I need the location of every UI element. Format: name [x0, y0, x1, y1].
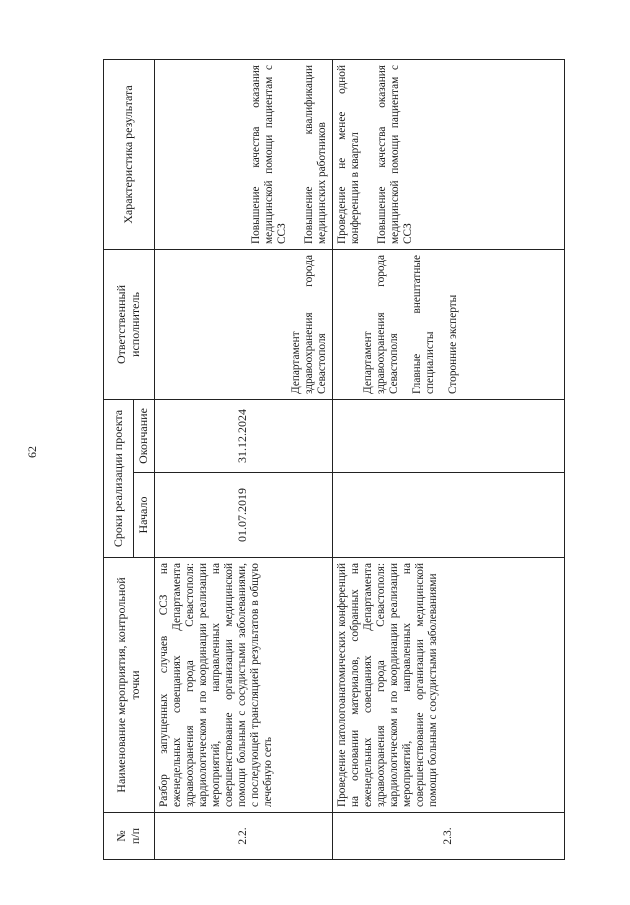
result-item: Повышение квалификации медицинских работников [302, 65, 328, 244]
header-num-symbol: № [114, 830, 129, 842]
header-activity: Наименование мероприятия, контрольной точки [104, 558, 155, 813]
row-end-date: 31.12.2024 [154, 400, 332, 473]
row-result [154, 60, 332, 250]
result-item: Проведение не менее одной конференции в квартал [335, 65, 361, 244]
document-table-frame [103, 60, 563, 860]
header-result: Характеристика результата [104, 60, 155, 250]
result-item: Повышение качества оказания медицинской помощи пациентам с ССЗ [249, 65, 288, 244]
rotated-table-wrapper [103, 60, 563, 860]
table-row [154, 60, 332, 860]
row-number: 2.3. [332, 813, 564, 860]
row-responsible [332, 250, 564, 400]
page-number: 62 [25, 446, 39, 458]
header-num-label: п/п [127, 827, 142, 845]
header-responsible: Ответственный исполнитель [104, 250, 155, 400]
header-terms: Сроки реализации проекта [104, 400, 134, 558]
row-start-date: 01.07.2019 [154, 473, 332, 558]
row-responsible [154, 250, 332, 400]
row-activity: Проведение патологоанатомических конференций на основании материалов, собранных на еженедельных совещаниях Департамента здравоохранения города Севастополя: кардиологическом и по координации реализации мероприятий, направленных на совершенствование организации медицинской помощи больным с сосудистыми заболеваниями [332, 558, 564, 813]
row-end-date [332, 400, 564, 473]
row-number: 2.2. [154, 813, 332, 860]
responsible-item: Департамент здравоохранения города Севастополя [361, 255, 400, 394]
row-activity: Разбор запущенных случаев ССЗ на еженедельных совещаниях Департамента здравоохранения города Севастополя: кардиологическом и по координации реализации мероприятий, направленных на совершенствование организации медицинской помощи больным с сосудистыми заболеваниями, с последующей трансляцией результатов в общую лечебную сеть [154, 558, 332, 813]
result-item: Повышение качества оказания медицинской помощи пациентам с ССЗ [375, 65, 414, 244]
activities-table [103, 59, 565, 860]
header-end: Окончание [134, 400, 155, 473]
header-start: Начало [134, 473, 155, 558]
table-row [332, 60, 564, 860]
responsible-item: Департамент здравоохранения города Севастополя [289, 255, 328, 394]
header-row-1 [104, 60, 134, 860]
responsible-item: Главные внештатные специалисты [410, 255, 436, 394]
header-num [104, 813, 155, 860]
responsible-item: Сторонние эксперты [446, 294, 459, 394]
row-result [332, 60, 564, 250]
row-start-date [332, 473, 564, 558]
